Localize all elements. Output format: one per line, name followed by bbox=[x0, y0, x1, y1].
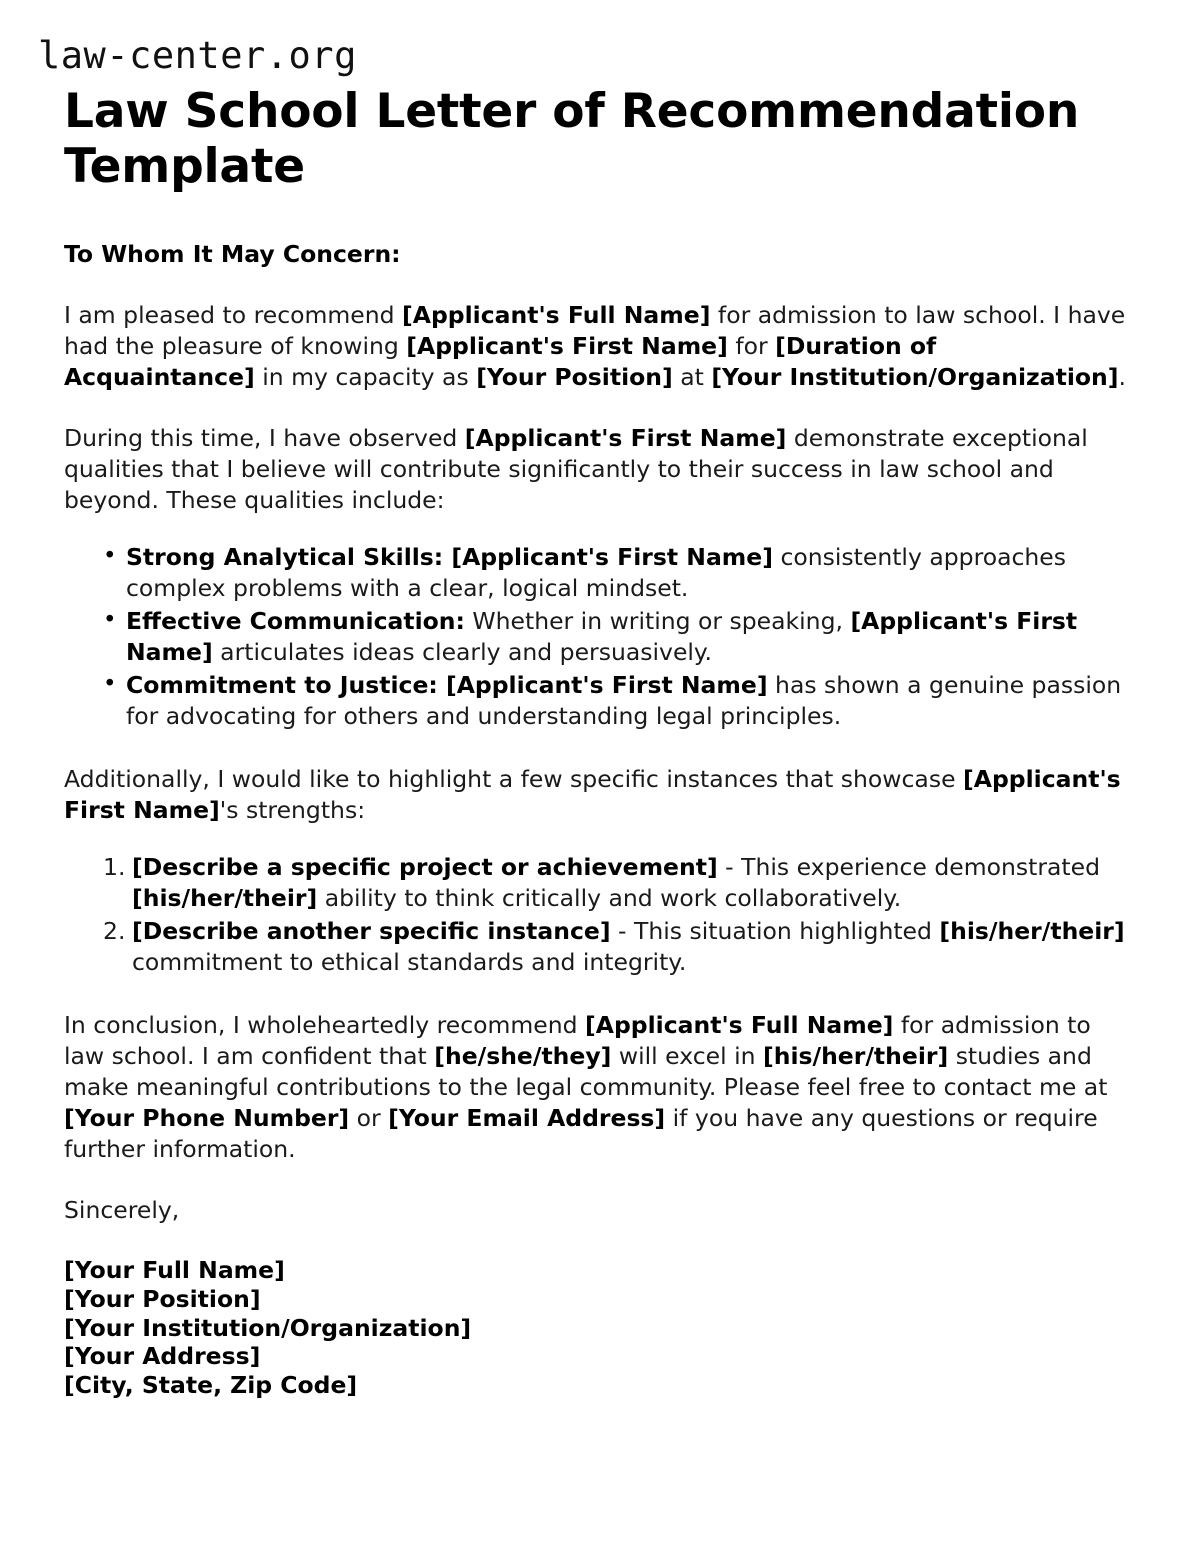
spacer bbox=[64, 195, 1126, 239]
placeholder-applicant-full-name: [Applicant's Full Name] bbox=[402, 300, 711, 329]
text-run: ability to think critically and work collaboratively. bbox=[317, 884, 902, 913]
text-run: Whether in writing or speaking, bbox=[464, 607, 851, 636]
text-run: - This situation highlighted bbox=[610, 917, 940, 946]
text-run: - This experience demonstrated bbox=[717, 853, 1100, 882]
placeholder-pronoun-possessive: [his/her/their] bbox=[132, 884, 318, 913]
placeholder-duration-of-acquaintance: [Duration of Acquaintance] bbox=[64, 331, 937, 391]
text-run: consistently approaches complex problems with a clear, logical mindset. bbox=[126, 543, 1067, 603]
placeholder-pronoun-subject: [he/she/they] bbox=[434, 1042, 612, 1071]
text-run: Additionally, I would like to highlight a few specific instances that showcase bbox=[64, 765, 964, 794]
signature-line: [Your Address] bbox=[64, 1342, 261, 1371]
text-run: 's strengths: bbox=[219, 796, 366, 825]
spacer bbox=[64, 980, 1126, 1010]
text-run: . bbox=[1118, 362, 1126, 391]
paragraph-instances-intro bbox=[64, 764, 1126, 826]
instances-list bbox=[64, 852, 1126, 978]
bullet-lead: Strong Analytical Skills: [Applicant's First Name] bbox=[126, 543, 773, 572]
spacer bbox=[64, 1165, 1126, 1195]
text-run: will excel in bbox=[611, 1042, 763, 1071]
placeholder-describe-instance: [Describe another specific instance] bbox=[132, 917, 611, 946]
placeholder-applicant-full-name: [Applicant's Full Name] bbox=[585, 1011, 894, 1040]
text-run: for bbox=[727, 331, 776, 360]
paragraph-intro bbox=[64, 300, 1126, 393]
bullet-lead: Effective Communication: bbox=[126, 607, 465, 636]
text-run: or bbox=[349, 1104, 389, 1133]
signature-line: [Your Position] bbox=[64, 1284, 261, 1313]
paragraph-conclusion bbox=[64, 1010, 1126, 1165]
spacer bbox=[64, 1226, 1126, 1256]
bullet-lead: Commitment to Justice: [Applicant's First Name] bbox=[126, 671, 768, 700]
list-item bbox=[126, 606, 1126, 668]
closing-line: Sincerely, bbox=[64, 1196, 180, 1225]
placeholder-your-institution: [Your Institution/Organization] bbox=[711, 362, 1119, 391]
placeholder-describe-project: [Describe a specific project or achievement] bbox=[132, 853, 718, 882]
text-run: if you have any questions or require further information. bbox=[64, 1104, 1098, 1164]
placeholder-applicant-first-name: [Applicant's First Name] bbox=[126, 607, 1078, 667]
spacer bbox=[64, 393, 1126, 423]
spacer bbox=[64, 734, 1126, 764]
spacer bbox=[64, 826, 1126, 852]
placeholder-your-email-address: [Your Email Address] bbox=[388, 1104, 666, 1133]
text-run: demonstrate exceptional qualities that I believe will contribute significantly to their success in law school and beyond. These qualities include: bbox=[64, 423, 1088, 514]
document-content bbox=[64, 84, 1126, 1400]
page-title: Law School Letter of Recommendation Template bbox=[64, 84, 1080, 195]
text-run: studies and make meaningful contributions to the legal community. Please feel free to contact me at bbox=[64, 1042, 1108, 1102]
paragraph-qualities-intro bbox=[64, 423, 1126, 516]
text-run: has shown a genuine passion for advocating for others and understanding legal principles. bbox=[126, 671, 1122, 731]
text-run: for admission to law school. I have had the pleasure of knowing bbox=[64, 300, 1126, 360]
placeholder-pronoun-possessive: [his/her/their] bbox=[762, 1042, 949, 1071]
text-run: articulates ideas clearly and persuasively. bbox=[212, 638, 712, 667]
qualities-list bbox=[64, 542, 1126, 732]
signature-line: [Your Full Name] bbox=[64, 1256, 285, 1285]
placeholder-your-phone-number: [Your Phone Number] bbox=[64, 1104, 350, 1133]
text-run: for admission to law school. I am confident that bbox=[64, 1011, 1091, 1071]
list-item bbox=[126, 670, 1126, 732]
signature-line: [Your Institution/Organization] bbox=[64, 1313, 472, 1342]
site-label: law-center.org bbox=[38, 34, 357, 77]
signature-block bbox=[64, 1256, 1126, 1399]
salutation: To Whom It May Concern: bbox=[64, 239, 401, 268]
list-item bbox=[132, 852, 1126, 914]
placeholder-pronoun-possessive: [his/her/their] bbox=[939, 917, 1125, 946]
text-run: at bbox=[672, 362, 712, 391]
placeholder-applicant-first-name: [Applicant's First Name] bbox=[406, 331, 728, 360]
text-run: During this time, I have observed bbox=[64, 423, 465, 452]
text-run: in my capacity as bbox=[254, 362, 477, 391]
spacer bbox=[64, 270, 1126, 300]
text-run: In conclusion, I wholeheartedly recommend bbox=[64, 1011, 586, 1040]
spacer bbox=[64, 516, 1126, 542]
placeholder-applicant-first-name: [Applicant's First Name] bbox=[64, 765, 1121, 825]
placeholder-applicant-first-name: [Applicant's First Name] bbox=[464, 423, 787, 452]
text-run: I am pleased to recommend bbox=[64, 300, 403, 329]
signature-line: [City, State, Zip Code] bbox=[64, 1370, 358, 1399]
list-item bbox=[132, 916, 1126, 978]
text-run: commitment to ethical standards and integrity. bbox=[132, 948, 687, 977]
list-item bbox=[126, 542, 1126, 604]
placeholder-your-position: [Your Position] bbox=[476, 362, 673, 391]
